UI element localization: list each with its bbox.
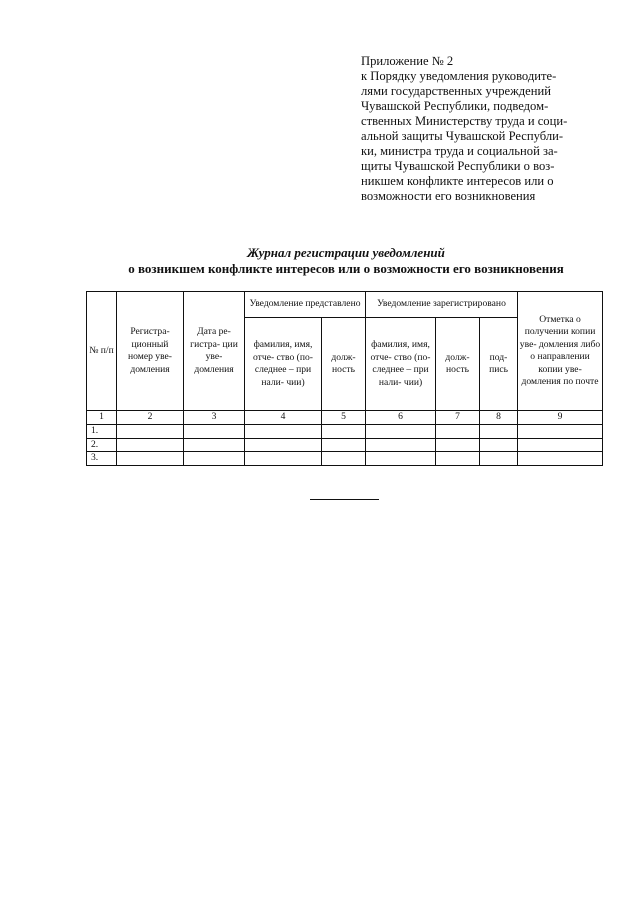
empty-cell bbox=[480, 425, 518, 439]
subheader-fio-submitted-label: фамилия, имя, отче- ство (по- следнее – при нали- чии) bbox=[253, 339, 313, 388]
empty-cell bbox=[436, 425, 480, 439]
table-row bbox=[87, 425, 603, 439]
header-group-registered bbox=[366, 292, 518, 318]
table-header-row bbox=[87, 292, 603, 318]
appendix-line: Чувашской Республики, подведом- bbox=[361, 99, 549, 113]
header-group-registered-label: Уведомление зарегистрировано bbox=[377, 298, 506, 310]
column-number: 7 bbox=[436, 411, 480, 425]
empty-cell bbox=[117, 438, 184, 452]
header-mark-label: Отметка о получении копии уве- домления либо о направлении копии уве- домления по почте bbox=[519, 313, 601, 387]
header-group-submitted-label: Уведомление представлено bbox=[249, 298, 361, 310]
empty-cell bbox=[518, 452, 603, 466]
empty-cell bbox=[184, 438, 245, 452]
header-num-label: № п/п bbox=[89, 344, 114, 356]
appendix-line: к Порядку уведомления руководите- bbox=[361, 69, 557, 83]
subheader-signature-label: под- пись bbox=[489, 351, 508, 375]
empty-cell bbox=[366, 425, 436, 439]
subheader-position-registered bbox=[436, 318, 480, 411]
row-number: 2. bbox=[87, 438, 117, 452]
table-row bbox=[87, 438, 603, 452]
column-number: 6 bbox=[366, 411, 436, 425]
column-number: 4 bbox=[245, 411, 322, 425]
header-reg-date bbox=[184, 292, 245, 411]
appendix-line: лями государственных учреждений bbox=[361, 84, 551, 98]
row-number: 1. bbox=[87, 425, 117, 439]
row-number: 3. bbox=[87, 452, 117, 466]
appendix-line: щиты Чувашской Республики о воз- bbox=[361, 159, 555, 173]
subheader-fio-submitted bbox=[245, 318, 322, 411]
column-number: 5 bbox=[322, 411, 366, 425]
header-num bbox=[87, 292, 117, 411]
closing-rule bbox=[310, 499, 379, 500]
journal-table bbox=[86, 291, 603, 466]
empty-cell bbox=[117, 452, 184, 466]
appendix-line: никшем конфликте интересов или о bbox=[361, 174, 554, 188]
journal-title bbox=[86, 245, 606, 277]
column-number-row bbox=[87, 411, 603, 425]
appendix-line: возможности его возникновения bbox=[361, 189, 536, 203]
column-number: 2 bbox=[117, 411, 184, 425]
column-number: 1 bbox=[87, 411, 117, 425]
empty-cell bbox=[245, 425, 322, 439]
empty-cell bbox=[436, 438, 480, 452]
empty-cell bbox=[436, 452, 480, 466]
subheader-fio-registered-label: фамилия, имя, отче- ство (по- следнее – при нали- чии) bbox=[370, 339, 431, 388]
appendix-line: ственных Министерству труда и соци- bbox=[361, 114, 568, 128]
table-row bbox=[87, 452, 603, 466]
appendix-line: Приложение № 2 bbox=[361, 54, 454, 68]
journal-title-line1: Журнал регистрации уведомлений bbox=[247, 245, 445, 260]
empty-cell bbox=[184, 425, 245, 439]
empty-cell bbox=[518, 425, 603, 439]
header-reg-num-label: Регистра- ционный номер уве- домления bbox=[128, 326, 172, 375]
empty-cell bbox=[480, 452, 518, 466]
column-number: 9 bbox=[518, 411, 603, 425]
column-number: 3 bbox=[184, 411, 245, 425]
header-group-submitted bbox=[245, 292, 366, 318]
journal-title-line2: о возникшем конфликте интересов или о возможности его возникновения bbox=[128, 261, 564, 276]
appendix-block bbox=[361, 54, 611, 204]
empty-cell bbox=[245, 438, 322, 452]
empty-cell bbox=[117, 425, 184, 439]
empty-cell bbox=[480, 438, 518, 452]
empty-cell bbox=[245, 452, 322, 466]
empty-cell bbox=[184, 452, 245, 466]
empty-cell bbox=[322, 438, 366, 452]
header-reg-num bbox=[117, 292, 184, 411]
subheader-position-submitted bbox=[322, 318, 366, 411]
empty-cell bbox=[366, 452, 436, 466]
empty-cell bbox=[322, 425, 366, 439]
subheader-position-submitted-label: долж- ность bbox=[331, 351, 356, 375]
header-reg-date-label: Дата ре- гистра- ции уве- домления bbox=[190, 326, 238, 375]
empty-cell bbox=[366, 438, 436, 452]
empty-cell bbox=[518, 438, 603, 452]
appendix-line: альной защиты Чувашской Республи- bbox=[361, 129, 564, 143]
header-mark bbox=[518, 292, 603, 411]
empty-cell bbox=[322, 452, 366, 466]
subheader-position-registered-label: долж- ность bbox=[445, 351, 470, 375]
column-number: 8 bbox=[480, 411, 518, 425]
appendix-line: ки, министра труда и социальной за- bbox=[361, 144, 558, 158]
subheader-fio-registered bbox=[366, 318, 436, 411]
subheader-signature bbox=[480, 318, 518, 411]
